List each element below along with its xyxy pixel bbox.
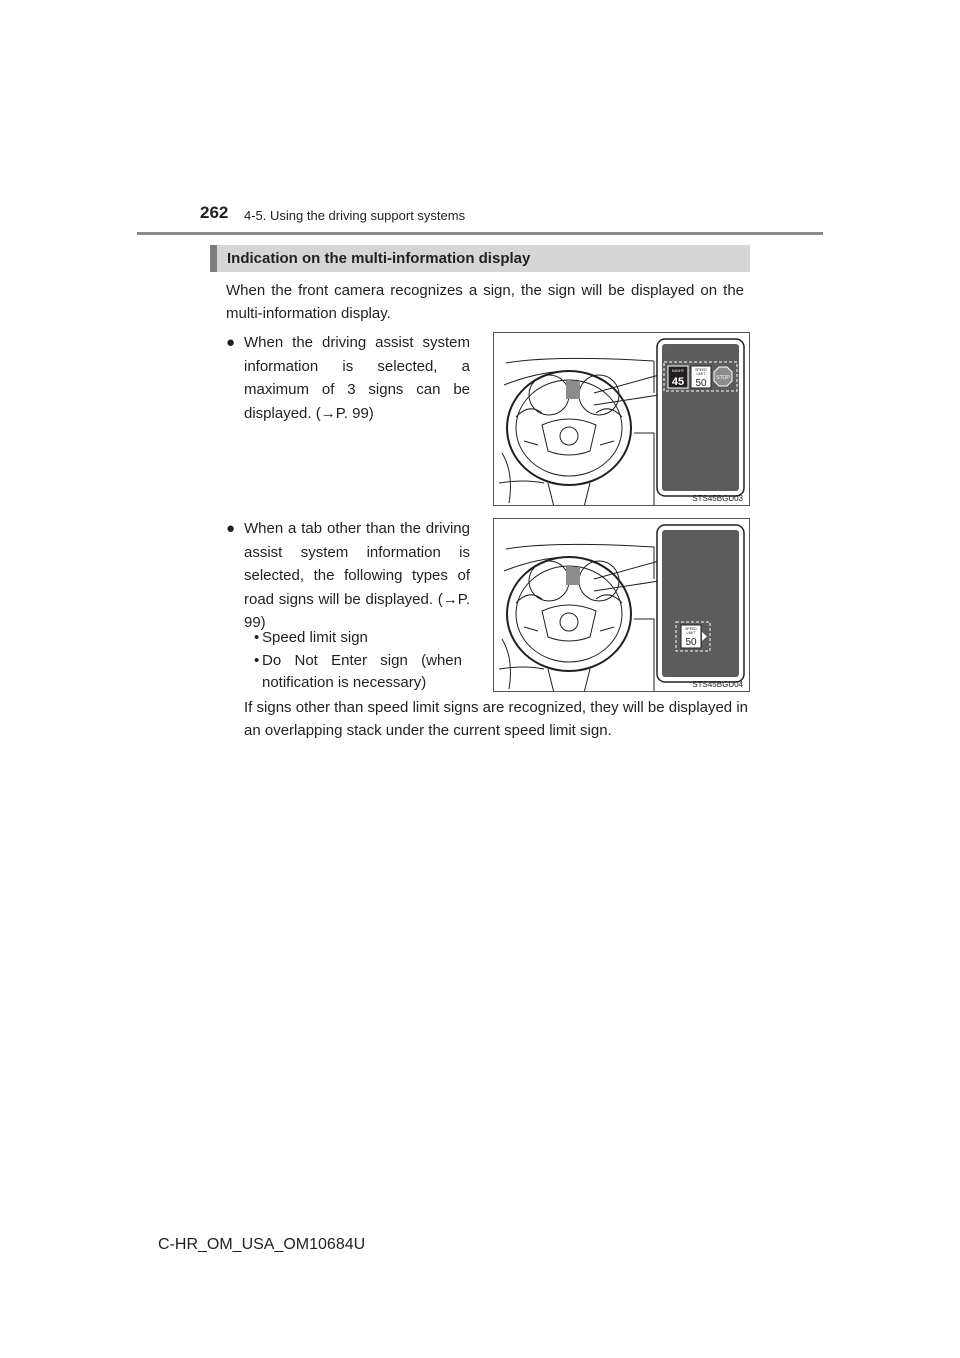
figure-code: STS45BGU03 xyxy=(692,494,743,503)
dashboard-illustration xyxy=(493,518,750,692)
limit-label: LIMIT xyxy=(696,372,706,376)
bullet-text: When a tab other than the driving assist system information is selected, the following types of road signs will be displayed. (→P. 99) xyxy=(244,520,470,632)
night-label: NIGHT xyxy=(671,368,685,373)
figure-code: STS45BGU04 xyxy=(692,680,743,689)
list-bullet-icon: • xyxy=(254,629,260,646)
dashboard-illustration xyxy=(493,332,750,506)
bullet-icon: ● xyxy=(226,334,236,351)
list-bullet-icon: • xyxy=(254,652,260,669)
section-heading xyxy=(210,245,750,272)
header-divider xyxy=(137,232,823,235)
list-item-text: Speed limit sign xyxy=(262,629,368,646)
document-code-footer: C-HR_OM_USA_OM10684U xyxy=(158,1236,366,1253)
speed-value: 50 xyxy=(695,378,707,389)
dashboard-drawing xyxy=(494,333,750,506)
section-title: 4-5. Using the driving support systems xyxy=(244,208,466,223)
stop-label: STOP xyxy=(716,375,730,381)
list-item-text: Do Not Enter sign (when notification is necessary) xyxy=(262,652,462,691)
intro-paragraph: When the front camera recognizes a sign, the sign will be displayed on the multi-information display. xyxy=(226,282,744,322)
speed-label: SPEED xyxy=(685,627,697,631)
speed-label: SPEED xyxy=(695,368,707,372)
page-number: 262 xyxy=(200,203,229,222)
dashboard-drawing xyxy=(494,519,750,692)
speed-value-night: 45 xyxy=(671,376,685,388)
bullet-text: When the driving assist system information is selected, a maximum of 3 signs can be displayed. (→P. 99) xyxy=(244,334,470,422)
limit-label: LIMIT xyxy=(686,631,696,635)
list-item xyxy=(254,627,368,649)
list-item xyxy=(254,650,462,691)
speed-value: 50 xyxy=(685,637,697,648)
section-heading-text: Indication on the multi-information display xyxy=(227,250,531,267)
note-paragraph: If signs other than speed limit signs are recognized, they will be displayed in an overlapping stack under the current speed limit sign. xyxy=(244,699,748,739)
bullet-icon: ● xyxy=(226,520,236,537)
